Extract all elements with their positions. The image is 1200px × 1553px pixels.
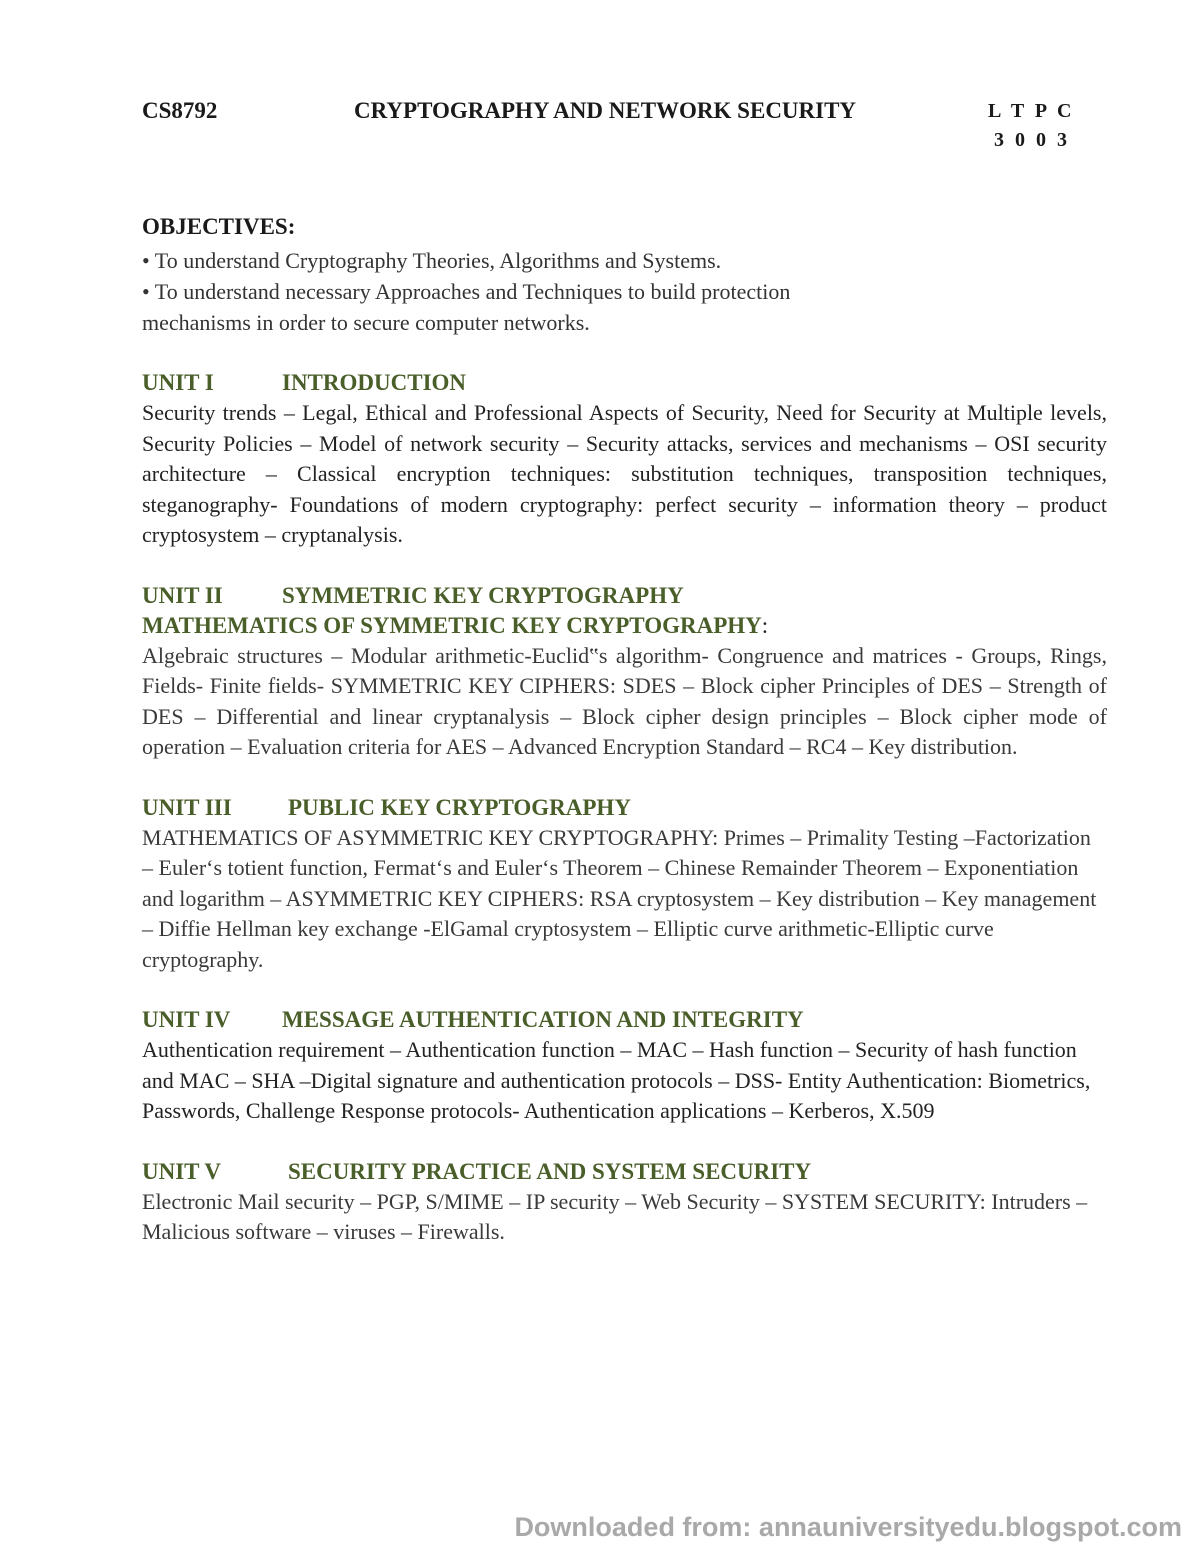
objective-item: • To understand Cryptography Theories, Algorithms and Systems. [142, 248, 722, 273]
unit-4-body: Authentication requirement – Authentication function – MAC – Hash function – Security of hash function and MAC – SHA –Digital signature and authentication protocols – DSS- Entity Authentication: Biometrics, Passwords, Challenge Response protocols- Authentication applications – Kerberos, X.509 [142, 1037, 1091, 1123]
unit-number: UNIT II [142, 582, 223, 608]
unit-subtitle: MATHEMATICS OF SYMMETRIC KEY CRYPTOGRAPHY [142, 612, 762, 638]
unit-1-body: Security trends – Legal, Ethical and Professional Aspects of Security, Need for Security at Multiple levels, Security Policies – Model of network security – Security attacks, services and mechanisms – OSI security architecture – Classical encryption techniques: substitution techniques, transposition techniques, steganography- Foundations of modern cryptography: perfect security – information theory – product cryptosystem – cryptanalysis. [142, 400, 1107, 547]
unit-title: MESSAGE AUTHENTICATION AND INTEGRITY [282, 1007, 804, 1032]
unit-1-heading [142, 368, 1107, 398]
ltpc-label: L T P C [988, 100, 1075, 122]
objective-item: mechanisms in order to secure computer networks. [142, 310, 590, 335]
unit-number: UNIT III [142, 794, 232, 820]
unit-subtitle-suffix: : [761, 612, 769, 638]
unit-4-heading [142, 1005, 1107, 1035]
download-source-footer: Downloaded from: annauniversityedu.blogspot.com [514, 1512, 1182, 1542]
ltpc-values: 3 0 0 3 [994, 129, 1070, 151]
unit-title: INTRODUCTION [282, 370, 467, 395]
unit-3-section [142, 793, 1107, 976]
course-title: CRYPTOGRAPHY AND NETWORK SECURITY [354, 98, 857, 123]
unit-3-heading [142, 793, 1107, 823]
objectives-list [142, 245, 1107, 338]
unit-1-section [142, 368, 1107, 551]
course-header [142, 98, 1082, 158]
unit-number: UNIT IV [142, 1007, 231, 1032]
unit-2-heading [142, 581, 1107, 611]
unit-number: UNIT I [142, 370, 214, 395]
objective-item: • To understand necessary Approaches and Techniques to build protection [142, 279, 791, 304]
unit-5-section [142, 1157, 1107, 1248]
unit-5-body: Electronic Mail security – PGP, S/MIME – IP security – Web Security – SYSTEM SECURITY: Intruders – Malicious software – viruses – Firewalls. [142, 1188, 1088, 1244]
course-code: CS8792 [142, 98, 218, 123]
unit-title: SECURITY PRACTICE AND SYSTEM SECURITY [288, 1158, 812, 1184]
unit-3-body: MATHEMATICS OF ASYMMETRIC KEY CRYPTOGRAPHY: Primes – Primality Testing –Factorization – Euler‘s totient function, Fermat‘s and Euler‘s Theorem – Chinese Remainder Theorem – Exponentiation and logarithm – ASYMMETRIC KEY CIPHERS: RSA cryptosystem – Key distribution – Key management – Diffie Hellman key exchange -ElGamal cryptosystem – Elliptic curve arithmetic-Elliptic curve cryptography. [142, 824, 1097, 972]
unit-5-heading [142, 1157, 1107, 1187]
objectives-heading: OBJECTIVES: [142, 214, 296, 239]
unit-title: SYMMETRIC KEY CRYPTOGRAPHY [282, 582, 684, 608]
syllabus-content [142, 212, 1107, 1248]
unit-2-subheading [142, 611, 1107, 641]
unit-title: PUBLIC KEY CRYPTOGRAPHY [288, 794, 631, 820]
unit-2-section [142, 581, 1107, 763]
objectives-section [142, 212, 1107, 338]
unit-number: UNIT V [142, 1158, 222, 1184]
unit-2-body: Algebraic structures – Modular arithmetic-Euclid‟s algorithm- Congruence and matrices - Groups, Rings, Fields- Finite fields- SYMMETRIC KEY CIPHERS: SDES – Block cipher Principles of DES – Strength of DES – Differential and linear cryptanalysis – Block cipher design principles – Block cipher mode of operation – Evaluation criteria for AES – Advanced Encryption Standard – RC4 – Key distribution. [142, 642, 1107, 759]
unit-4-section [142, 1005, 1107, 1127]
